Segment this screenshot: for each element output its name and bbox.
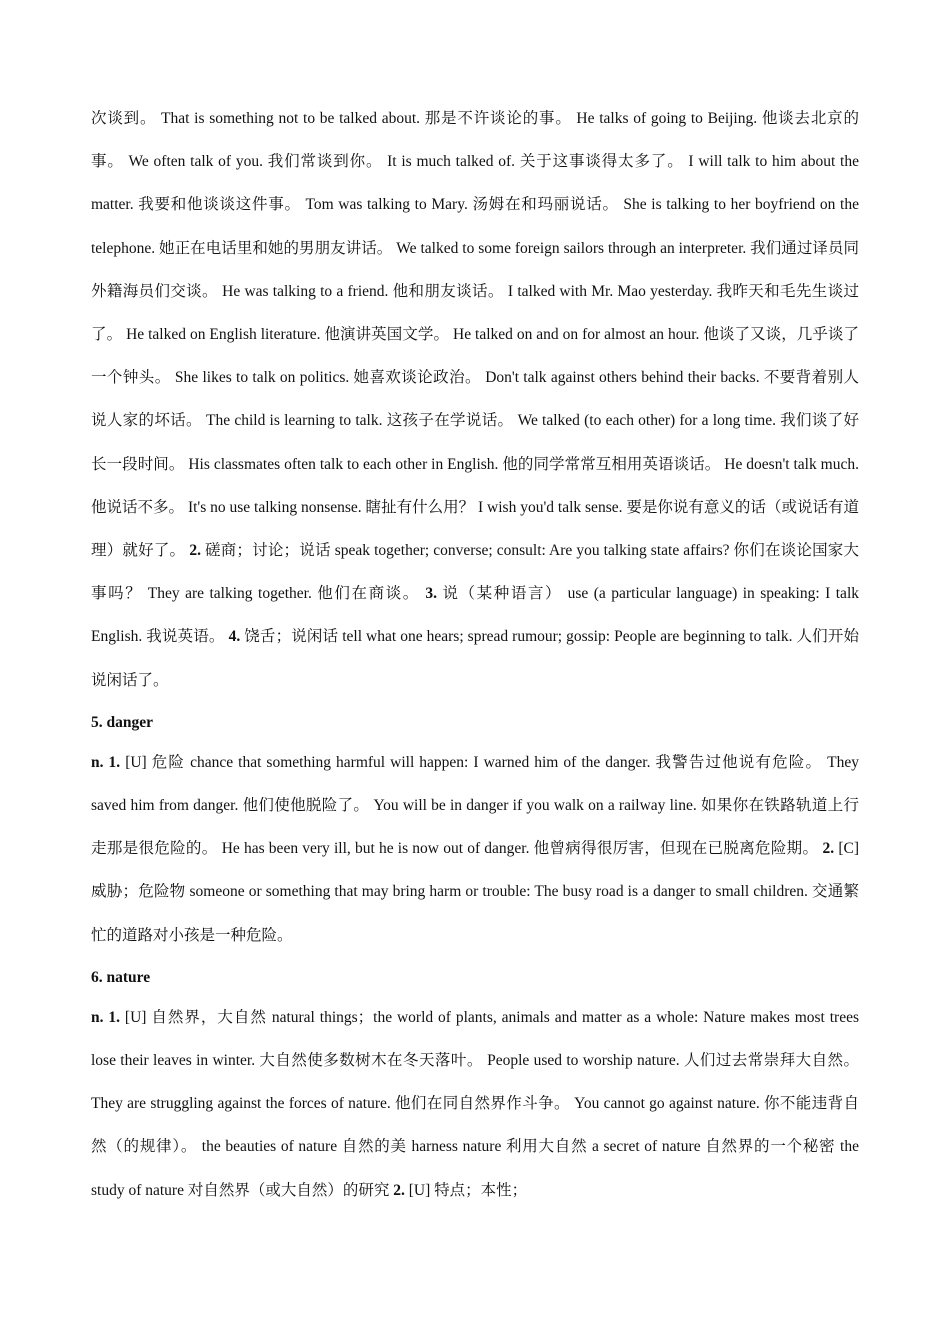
talk-sense-2-text: 磋商；讨论；说话 speak together; converse; consult: Are you talking state affairs? 你们在谈论国家大事吗？ They are talking together. 他们在商谈。 [91,542,859,603]
sense-number-2: 2. [822,840,835,858]
talk-sense-4-text: 饶舌；说闲话 tell what one hears; spread rumour; gossip: People are beginning to talk. 人们开始说闲话了。 [91,628,859,689]
nature-sense-1-text: [U] 自然界，大自然 natural things；the world of plants, animals and matter as a whole: Nature makes most trees lose their leaves in winter. 大自然使多数树木在冬天落叶。 People used to worship nature. 人们过去常崇拜大自然。 They are struggling against the forces of nature. 他们在同自然界作斗争。 You cannot go against nature. 你不能违背自然（的规律）。 the beauties of nature 自然的美 harness nature 利用大自然 a secret of nature 自然界的一个秘密 the study of nature 对自然界（或大自然）的研究 [91,1008,859,1199]
pos-sense-1: n. 1. [91,1008,121,1026]
sense-number-2: 2. [189,542,201,560]
entry-nature-text [91,996,859,1212]
entry-heading-nature: 6. nature [91,968,151,986]
document-page [91,97,859,1212]
talk-examples-part1: 次谈到。 That is something not to be talked about. 那是不许谈论的事。 He talks of going to Beijing. 他谈去北京的事。 We often talk of you. 我们常谈到你。 It is much talked of. 关于这事谈得太多了。 I will talk to him about the matter. 我要和他谈谈这件事。 Tom was talking to Mary. 汤姆在和玛丽说话。 She is talking to her boyfriend on the telephone. 她正在电话里和她的男朋友讲话。 We talked to some foreign sailors through an interpreter. 我们通过译员同外籍海员们交谈。 He was talking to a friend. 他和朋友谈话。 I talked with Mr. Mao yesterday. 我昨天和毛先生谈过了。 He talked on English literature. 他演讲英国文学。 He talked on and on for almost an hour. 他谈了又谈，几乎谈了一个钟头。 She likes to talk on politics. 她喜欢谈论政治。 Don't talk against others behind their backs. 不要背着别人说人家的坏话。 The child is learning to talk. 这孩子在学说话。 We talked (to each other) for a long time. 我们谈了好长一段时间。 His classmates often talk to each other in English. 他的同学常常互相用英语谈话。 He doesn't talk much. 他说话不多。 It's no use talking nonsense. 瞎扯有什么用？ I wish you'd talk sense. 要是你说有意义的话（或说话有道理）就好了。 [91,110,859,560]
sense-number-3: 3. [425,585,437,603]
entry-danger-text [91,741,859,957]
entry-heading-danger: 5. danger [91,713,153,731]
pos-sense-1: n. 1. [91,753,121,771]
danger-sense-1-text: [U] 危险 chance that something harmful will happen: I warned him of the danger. 我警告过他说有危险。 They saved him from danger. 他们使他脱险了。 You will be in danger if you walk on a railway line. 如果你在铁路轨道上行走那是很危险的。 He has been very ill, but he is now out of danger. 他曾病得很厉害，但现在已脱离危险期。 [91,753,859,858]
nature-sense-2-text: [U] 特点；本性； [404,1181,528,1199]
sense-number-4: 4. [228,628,241,646]
danger-sense-2-text: [C] 威胁；危险物 someone or something that may bring harm or trouble: The busy road is a danger to small children. 交通繁忙的道路对小孩是一种危险。 [91,840,859,944]
entry-talk-text [91,97,859,702]
sense-number-2: 2. [393,1181,405,1199]
talk-sense-3-text: 说（某种语言） use (a particular language) in speaking: I talk English. 我说英语。 [91,585,859,646]
